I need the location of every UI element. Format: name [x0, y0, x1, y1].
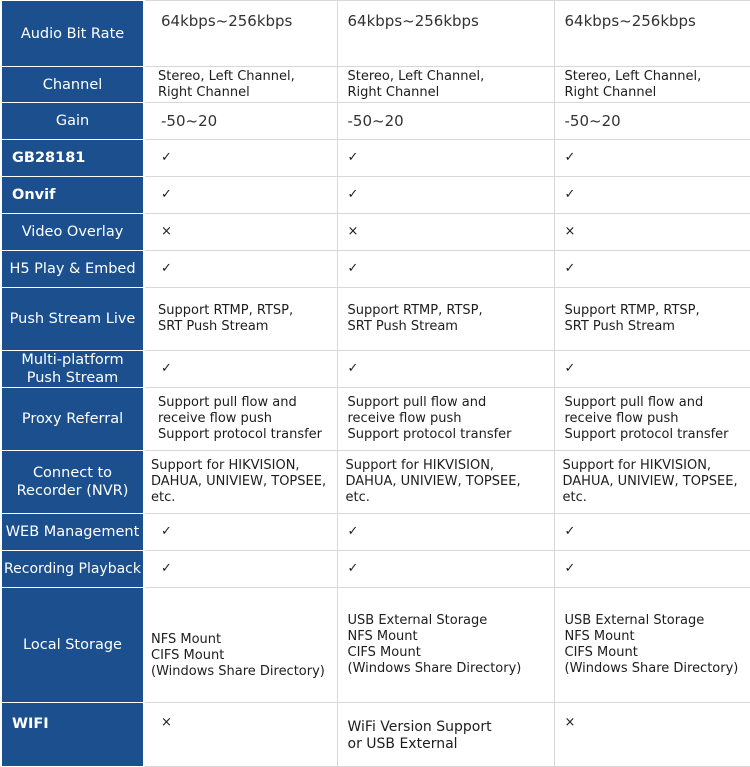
table-row: [1, 177, 750, 214]
table-row: [1, 1, 750, 67]
table-row: [1, 451, 750, 514]
check-icon: ✓: [144, 514, 337, 551]
row-label-channel: Channel: [1, 67, 144, 103]
check-icon: ✓: [337, 551, 554, 588]
check-icon: ✓: [337, 351, 554, 388]
cell-model-2: USB External Storage NFS Mount CIFS Mount (Windows Share Directory): [337, 588, 554, 703]
cell-model-1: Support pull flow and receive flow push Support protocol transfer: [144, 388, 337, 451]
cell-model-1: -50~20: [144, 103, 337, 140]
cell-model-3: Support for HIKVISION, DAHUA, UNIVIEW, TOPSEE, etc.: [554, 451, 750, 514]
row-label-proxy-referral: Proxy Referral: [1, 388, 144, 451]
table-row: [1, 388, 750, 451]
row-label-gain: Gain: [1, 103, 144, 140]
cell-model-2: Support for HIKVISION, DAHUA, UNIVIEW, TOPSEE, etc.: [337, 451, 554, 514]
row-label-gb28181: GB28181: [1, 140, 144, 177]
cell-model-1: Support for HIKVISION, DAHUA, UNIVIEW, TOPSEE, etc.: [144, 451, 337, 514]
table-row: [1, 588, 750, 703]
check-icon: ✓: [144, 251, 337, 288]
table-row: [1, 251, 750, 288]
check-icon: ✓: [144, 551, 337, 588]
check-icon: ✓: [554, 351, 750, 388]
cell-model-3: Support pull flow and receive flow push Support protocol transfer: [554, 388, 750, 451]
check-icon: ✓: [144, 140, 337, 177]
cell-model-2: 64kbps~256kbps: [337, 1, 554, 67]
check-icon: ✓: [337, 514, 554, 551]
table-row: [1, 351, 750, 388]
check-icon: ✓: [554, 514, 750, 551]
check-icon: ✓: [337, 251, 554, 288]
cell-model-2: WiFi Version Support or USB External: [337, 703, 554, 767]
table-row: [1, 703, 750, 767]
row-label-onvif: Onvif: [1, 177, 144, 214]
check-icon: ✓: [554, 251, 750, 288]
cell-model-3: Stereo, Left Channel, Right Channel: [554, 67, 750, 103]
row-label-h5-play-embed: H5 Play & Embed: [1, 251, 144, 288]
cell-model-3: Support RTMP, RTSP, SRT Push Stream: [554, 288, 750, 351]
cell-model-2: Support pull flow and receive flow push Support protocol transfer: [337, 388, 554, 451]
cell-model-2: -50~20: [337, 103, 554, 140]
cross-icon: ×: [144, 214, 337, 251]
cell-model-1: NFS Mount CIFS Mount (Windows Share Directory): [144, 588, 337, 703]
row-label-push-stream-live: Push Stream Live: [1, 288, 144, 351]
table-row: [1, 103, 750, 140]
table-row: [1, 67, 750, 103]
cell-model-2: Support RTMP, RTSP, SRT Push Stream: [337, 288, 554, 351]
table-row: [1, 140, 750, 177]
check-icon: ✓: [554, 140, 750, 177]
row-label-recording-playback: Recording Playback: [1, 551, 144, 588]
row-label-local-storage: Local Storage: [1, 588, 144, 703]
cell-model-2: Stereo, Left Channel, Right Channel: [337, 67, 554, 103]
check-icon: ✓: [144, 177, 337, 214]
check-icon: ✓: [554, 551, 750, 588]
table-row: [1, 551, 750, 588]
check-icon: ✓: [337, 140, 554, 177]
cell-model-3: 64kbps~256kbps: [554, 1, 750, 67]
check-icon: ✓: [337, 177, 554, 214]
row-label-multi-platform-push-stream: Multi-platform Push Stream: [1, 351, 144, 388]
cell-model-1: Stereo, Left Channel, Right Channel: [144, 67, 337, 103]
cell-model-1: Support RTMP, RTSP, SRT Push Stream: [144, 288, 337, 351]
row-label-web-management: WEB Management: [1, 514, 144, 551]
table-row: [1, 214, 750, 251]
row-label-connect-to-recorder-nvr: Connect to Recorder (NVR): [1, 451, 144, 514]
check-icon: ✓: [554, 177, 750, 214]
table-row: [1, 288, 750, 351]
table-row: [1, 514, 750, 551]
row-label-wifi: WIFI: [1, 703, 144, 767]
cell-model-1: 64kbps~256kbps: [144, 1, 337, 67]
row-label-audio-bit-rate: Audio Bit Rate: [1, 1, 144, 67]
cross-icon: ×: [554, 703, 750, 767]
cell-model-3: USB External Storage NFS Mount CIFS Mount (Windows Share Directory): [554, 588, 750, 703]
cell-model-3: -50~20: [554, 103, 750, 140]
row-label-video-overlay: Video Overlay: [1, 214, 144, 251]
check-icon: ✓: [144, 351, 337, 388]
cross-icon: ×: [554, 214, 750, 251]
cross-icon: ×: [144, 703, 337, 767]
cross-icon: ×: [337, 214, 554, 251]
